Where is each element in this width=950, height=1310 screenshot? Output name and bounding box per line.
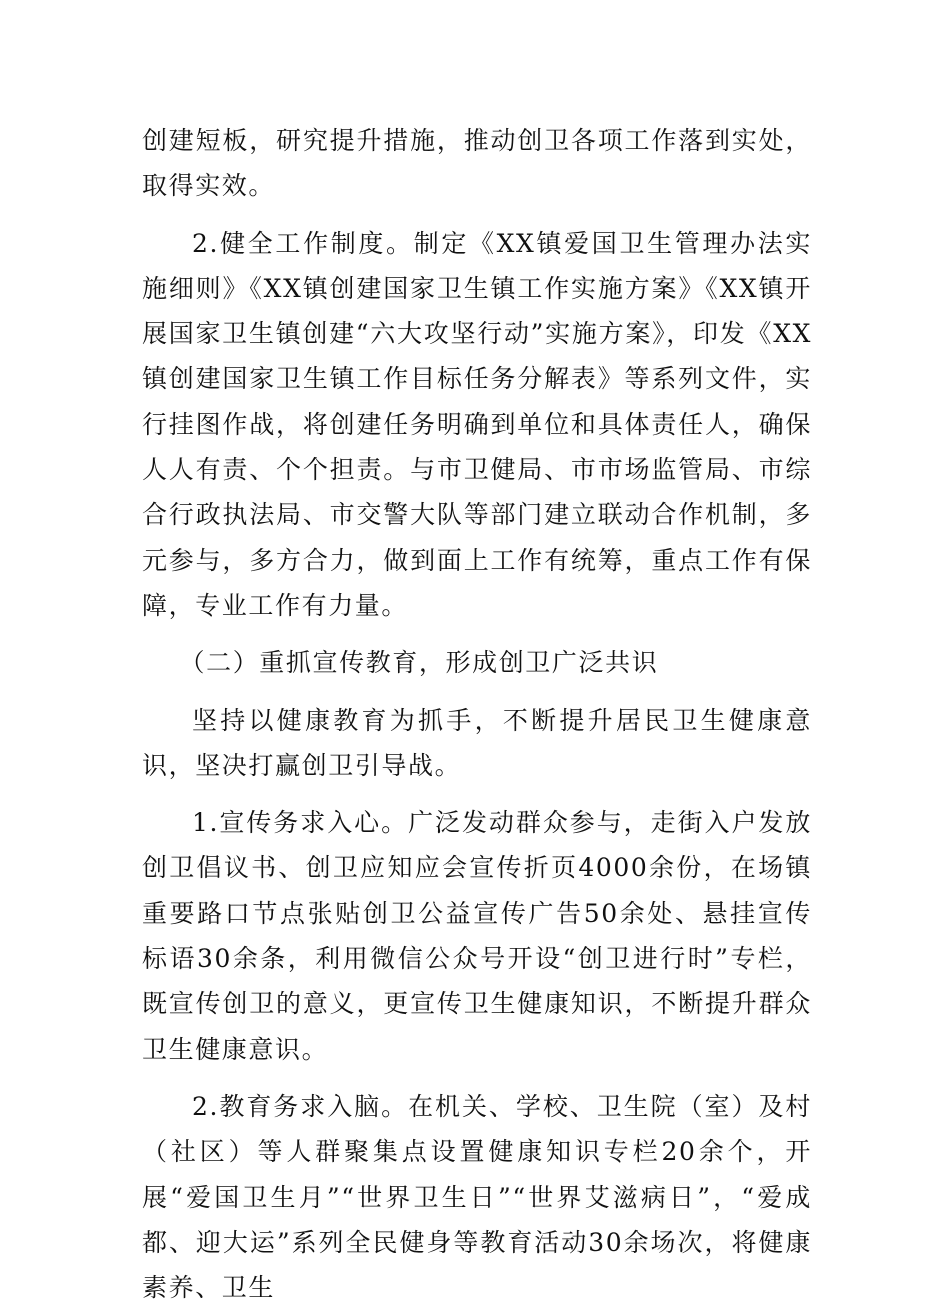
paragraph-health-education: 坚持以健康教育为抓手，不断提升居民卫生健康意识，坚决打赢创卫引导战。 xyxy=(142,705,812,780)
document-body xyxy=(142,118,812,1310)
paragraph-continuation: 创建短板，研究提升措施，推动创卫各项工作落到实处，取得实效。 xyxy=(142,126,812,201)
paragraph-publicity: 1.宣传务求入心。广泛发动群众参与，走街入户发放创卫倡议书、创卫应知应会宣传折页4000余份，在场镇重要路口节点张贴创卫公益宣传广告50余处、悬挂宣传标语30余条，利用微信公众号开设“创卫进行时”专栏，既宣传创卫的意义，更宣传卫生健康知识，不断提升群众卫生健康意识。 xyxy=(142,808,812,1064)
paragraph-education: 2.教育务求入脑。在机关、学校、卫生院（室）及村（社区）等人群聚集点设置健康知识专栏20余个，开展“爱国卫生月”“世界卫生日”“世界艾滋病日”，“爱成都、迎大运”系列全民健身等教育活动30余场次，将健康素养、卫生 xyxy=(142,1091,812,1303)
paragraph-work-system: 2.健全工作制度。制定《XX镇爱国卫生管理办法实施细则》《XX镇创建国家卫生镇工作实施方案》《XX镇开展国家卫生镇创建“六大攻坚行动”实施方案》，印发《XX镇创建国家卫生镇工作目标任务分解表》等系列文件，实行挂图作战，将创建任务明确到单位和具体责任人，确保人人有责、个个担责。与市卫健局、市市场监管局、市综合行政执法局、市交警大队等部门建立联动合作机制，多元参与，多方合力，做到面上工作有统筹，重点工作有保障，专业工作有力量。 xyxy=(142,228,812,620)
section-heading: （二）重抓宣传教育，形成创卫广泛共识 xyxy=(179,648,659,678)
